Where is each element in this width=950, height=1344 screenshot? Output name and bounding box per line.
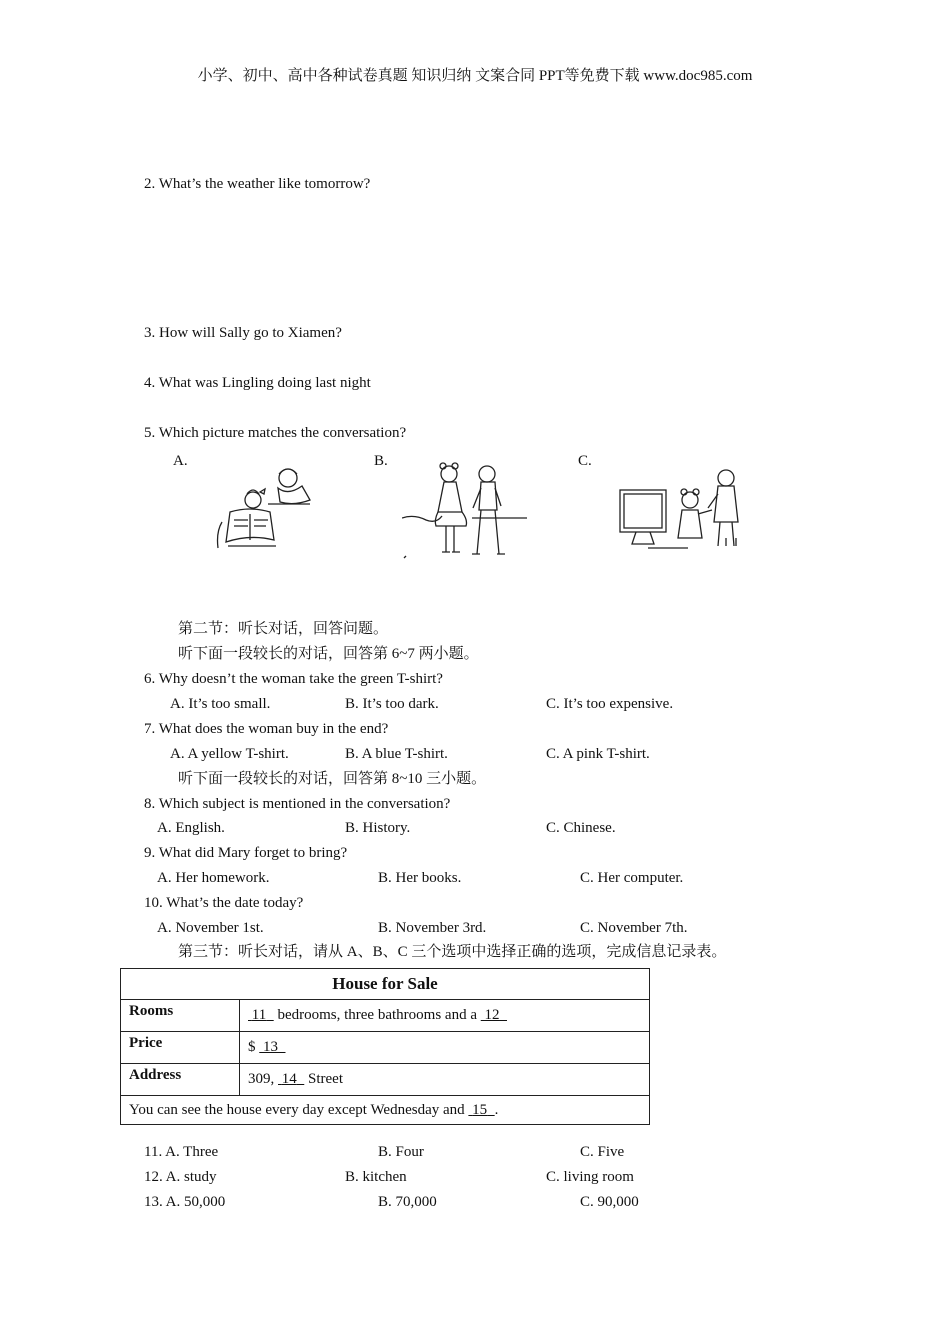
q8-option-c: C. Chinese. [546, 820, 616, 836]
blank-14[interactable]: 14 [281, 1071, 297, 1087]
section-2-title: 第二节：听长对话，回答问题。 [178, 621, 389, 637]
question-2: 2. What’s the weather like tomorrow? [144, 176, 371, 192]
q9-option-b: B. Her books. [378, 870, 462, 886]
blank-11[interactable]: 11 [251, 1007, 267, 1023]
price-label: Price [121, 1032, 240, 1064]
blank-12[interactable]: 12 [484, 1007, 500, 1023]
question-9: 9. What did Mary forget to bring? [144, 845, 348, 861]
two-children-walking-icon [402, 460, 527, 560]
q10-option-c: C. November 7th. [580, 920, 688, 936]
section-2-intro-2: 听下面一段较长的对话，回答第 8~10 三小题。 [178, 771, 487, 787]
page-header: 小学、初中、高中各种试卷真题 知识归纳 文案合同 PPT等免费下载 www.doc985.com [197, 68, 753, 84]
rooms-value: 11 bedrooms, three bathrooms and a 12 [240, 1000, 650, 1032]
info-record-table [120, 968, 650, 1125]
rooms-label: Rooms [121, 1000, 240, 1032]
question-4: 4. What was Lingling doing last night [144, 375, 371, 391]
q13-option-a: 13. A. 50,000 [144, 1194, 226, 1210]
q13-option-b: B. 70,000 [378, 1194, 437, 1210]
q6-option-b: B. It’s too dark. [345, 696, 439, 712]
q6-option-a: A. It’s too small. [170, 696, 271, 712]
question-8: 8. Which subject is mentioned in the conversation? [144, 796, 451, 812]
price-value: $ 13 [240, 1032, 650, 1064]
section-2-intro-1: 听下面一段较长的对话，回答第 6~7 两小题。 [178, 646, 479, 662]
question-10: 10. What’s the date today? [144, 895, 304, 911]
table-title: House for Sale [121, 969, 650, 1000]
q6-option-c: C. It’s too expensive. [546, 696, 674, 712]
blank-15[interactable]: 15 [472, 1101, 488, 1118]
q13-option-c: C. 90,000 [580, 1194, 639, 1210]
q9-option-a: A. Her homework. [157, 870, 270, 886]
q5-option-a: A. [173, 453, 188, 469]
q12-option-a: 12. A. study [144, 1169, 217, 1185]
table-footer: You can see the house every day except Wednesday and 15 . [121, 1096, 650, 1125]
section-3-title: 第三节：听长对话，请从 A、B、C 三个选项中选择正确的选项，完成信息记录表。 [178, 944, 727, 960]
q12-option-c: C. living room [546, 1169, 634, 1185]
q11-option-b: B. Four [378, 1144, 424, 1160]
q11-option-c: C. Five [580, 1144, 625, 1160]
q8-option-b: B. History. [345, 820, 411, 836]
address-label: Address [121, 1064, 240, 1096]
q11-option-a: 11. A. Three [144, 1144, 219, 1160]
q12-option-b: B. kitchen [345, 1169, 407, 1185]
q5-option-b: B. [374, 453, 388, 469]
address-value: 309, 14 Street [240, 1064, 650, 1096]
q5-option-c: C. [578, 453, 592, 469]
q9-option-c: C. Her computer. [580, 870, 684, 886]
q7-option-b: B. A blue T-shirt. [345, 746, 448, 762]
q8-option-a: A. English. [157, 820, 225, 836]
q10-option-b: B. November 3rd. [378, 920, 487, 936]
q10-option-a: A. November 1st. [157, 920, 264, 936]
q7-option-c: C. A pink T-shirt. [546, 746, 650, 762]
question-3: 3. How will Sally go to Xiamen? [144, 325, 342, 341]
question-6: 6. Why doesn’t the woman take the green T-shirt? [144, 671, 443, 687]
q7-option-a: A. A yellow T-shirt. [170, 746, 289, 762]
question-5: 5. Which picture matches the conversation? [144, 425, 407, 441]
question-7: 7. What does the woman buy in the end? [144, 721, 389, 737]
children-at-computer-icon [618, 464, 743, 552]
blank-13[interactable]: 13 [263, 1039, 278, 1055]
girl-reading-newspaper-boy-icon [208, 462, 318, 552]
